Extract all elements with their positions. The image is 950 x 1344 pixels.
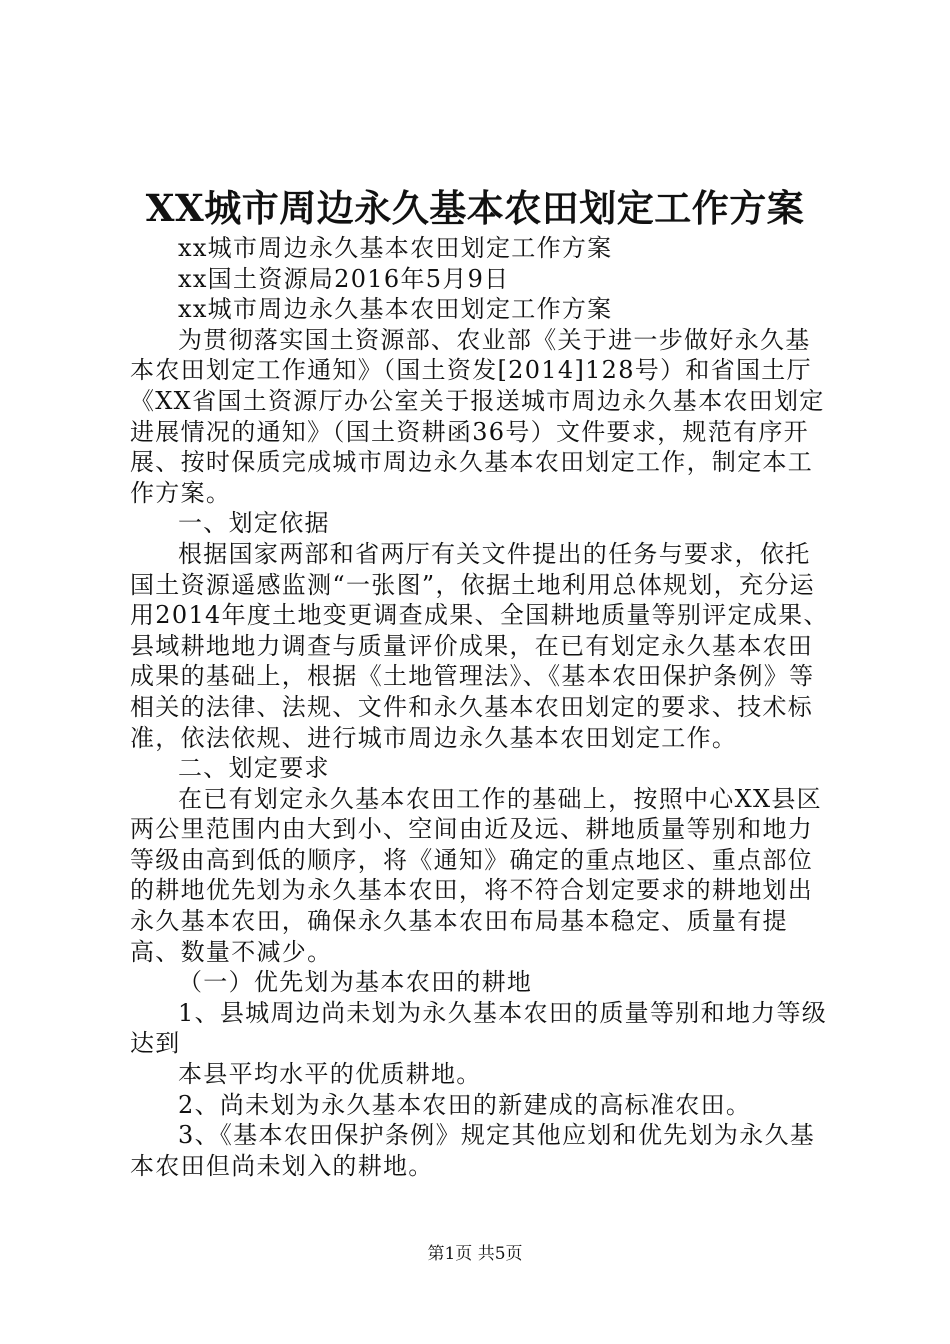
list-item-2: 2、尚未划为永久基本农田的新建成的高标准农田。 <box>178 1090 752 1119</box>
basis-paragraph: 根据国家两部和省两厅有关文件提出的任务与要求，依托国土资源遥感监测“一张图”，依据土地利用总体规划，充分运用2014年度土地变更调查成果、全国耕地质量等别评定成果、县域耕地地力调查与质量评价成果，在已有划定永久基本农田成果的基础上，根据《土地管理法》、《基本农田保护条例》等相关的法律、法规、文件和永久基本农田划定的要求、技术标准，依法依规、进行城市周边永久基本农田划定工作。 <box>130 539 829 752</box>
list-item-1-continuation: 本县平均水平的优质耕地。 <box>178 1060 482 1089</box>
issuer-date-line: xx国土资源局2016年5月9日 <box>178 264 510 293</box>
document-title: XX城市周边永久基本农田划定工作方案 <box>145 186 805 230</box>
subtitle-line-repeat: xx城市周边永久基本农田划定工作方案 <box>178 295 613 324</box>
document-body <box>130 233 830 1181</box>
section-heading-basis: 一、划定依据 <box>178 509 330 538</box>
page-footer: 第1页 共5页 <box>427 1244 523 1264</box>
section-heading-requirements: 二、划定要求 <box>178 754 330 783</box>
requirements-paragraph: 在已有划定永久基本农田工作的基础上，按照中心XX县区两公里范围内由大到小、空间由近及远、耕地质量等别和地力等级由高到低的顺序，将《通知》确定的重点地区、重点部位的耕地优先划为永久基本农田，将不符合划定要求的耕地划出永久基本农田，确保永久基本农田布局基本稳定、质量有提高、数量不减少。 <box>130 784 822 966</box>
subtitle-line: xx城市周边永久基本农田划定工作方案 <box>178 234 613 262</box>
list-item-3: 3、《基本农田保护条例》规定其他应划和优先划为永久基本农田但尚未划入的耕地。 <box>130 1121 816 1180</box>
subsection-heading-priority: （一）优先划为基本农田的耕地 <box>178 968 533 997</box>
intro-paragraph: 为贯彻落实国土资源部、农业部《关于进一步做好永久基本农田划定工作通知》（国土资发[2014]128号）和省国土厅《XX省国土资源厅办公室关于报送城市周边永久基本农田划定进展情况的通知》（国土资耕函36号）文件要求，规范有序开展、按时保质完成城市周边永久基本农田划定工作，制定本工作方案。 <box>130 325 825 507</box>
list-item-1: 1、县城周边尚未划为永久基本农田的质量等别和地力等级达到 <box>130 998 828 1058</box>
